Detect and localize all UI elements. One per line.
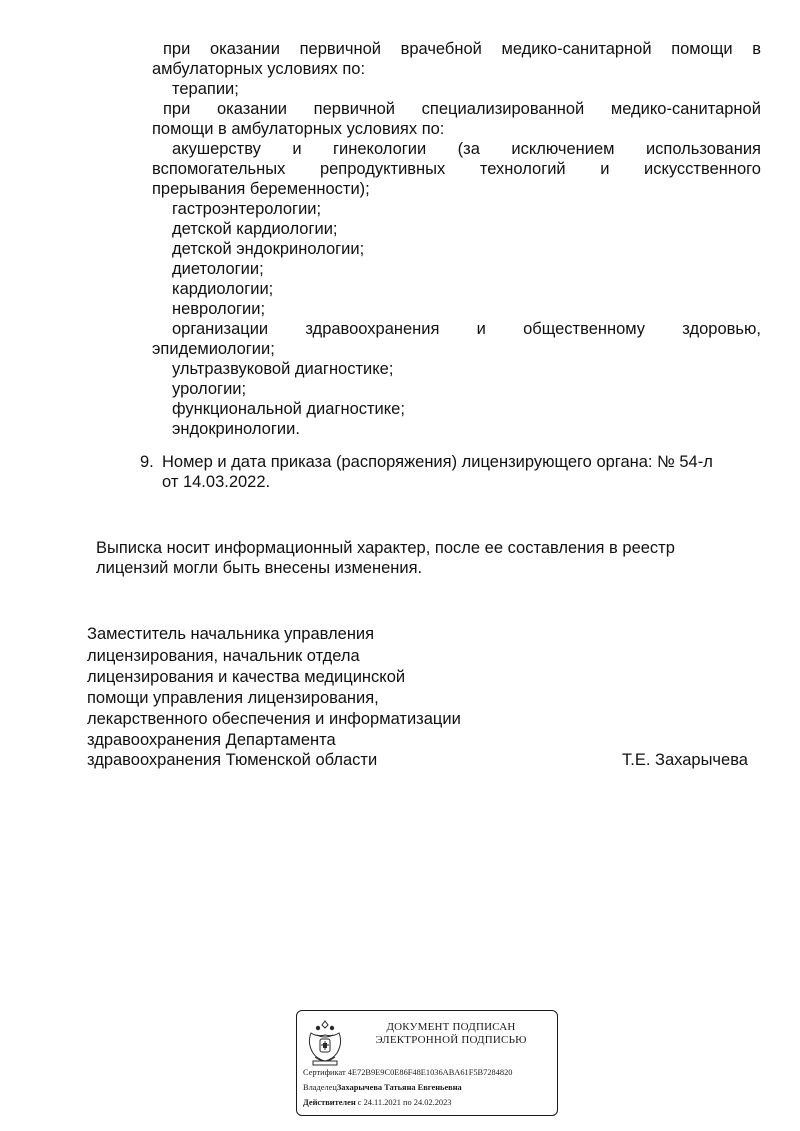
position-line-2: лицензирования, начальник отдела [87, 647, 360, 665]
service-line-17: ультразвуковой диагностике; [172, 360, 394, 378]
owner-value: Захарычева Татьяна Евгеньевна [336, 1083, 462, 1092]
position-line-6: здравоохранения Департамента [87, 731, 336, 749]
service-line-8: прерывания беременности); [152, 180, 370, 198]
word: здоровью, [682, 320, 761, 338]
service-line-12: диетологии; [172, 260, 264, 278]
word: и [476, 320, 486, 338]
service-line-19: функциональной диагностике; [172, 400, 405, 418]
word: медико-санитарной [610, 100, 761, 118]
valid-value: с 24.11.2021 по 24.02.2023 [357, 1098, 452, 1107]
order-text-line-1: Номер и дата приказа (распоряжения) лицензирующего органа: № 54-л [162, 453, 713, 471]
word: оказании [209, 40, 280, 58]
service-line-6 [172, 139, 761, 159]
owner-row [303, 1083, 462, 1093]
service-line-18: урологии; [172, 380, 247, 398]
service-line-14: неврологии; [172, 300, 266, 318]
notice-line-1: Выписка носит информационный характер, после ее составления в реестр [96, 539, 675, 557]
word: оказании [216, 100, 288, 118]
word: при [163, 100, 191, 118]
word: репродуктивных [319, 160, 446, 178]
item-number: 9. [140, 453, 154, 471]
service-line-3: терапии; [172, 80, 239, 98]
stamp-title-line-2: ЭЛЕКТРОННОЙ ПОДПИСЬЮ [375, 1034, 527, 1046]
service-line-11: детской эндокринологии; [172, 240, 365, 258]
word: медико-санитарной [501, 40, 652, 58]
electronic-signature-stamp [296, 1010, 558, 1116]
word: и [600, 160, 610, 178]
word: врачебной [400, 40, 482, 58]
certificate-row [303, 1068, 512, 1078]
word: при [163, 40, 191, 58]
signatory-name: Т.Е. Захарычева [622, 751, 748, 769]
certificate-value: 4E72B9E9C0E86F48E1036ABA61F5B7284820 [347, 1068, 513, 1077]
valid-label: Действителен [303, 1098, 356, 1107]
word: акушерству [172, 140, 261, 158]
certificate-label: Сертификат [303, 1068, 346, 1077]
word: в [752, 40, 761, 58]
notice-line-2: лицензий могли быть внесены изменения. [96, 559, 423, 577]
service-line-5: помощи в амбулаторных условиях по: [152, 120, 445, 138]
word: использования [645, 140, 761, 158]
position-line-7: здравоохранения Тюменской области [87, 751, 378, 769]
word: общественному [523, 320, 646, 338]
position-line-3: лицензирования и качества медицинской [87, 668, 406, 686]
word: искусственного [644, 160, 761, 178]
word: первичной [299, 40, 381, 58]
service-line-20: эндокринологии. [172, 420, 300, 438]
position-line-5: лекарственного обеспечения и информатизации [87, 710, 461, 728]
word: вспомогательных [152, 160, 286, 178]
word: технологий [479, 160, 566, 178]
validity-row [303, 1098, 452, 1108]
word: (за [457, 140, 480, 158]
service-line-16: эпидемиологии; [152, 340, 275, 358]
service-line-4 [163, 99, 761, 119]
word: помощи [671, 40, 733, 58]
stamp-title [351, 1021, 551, 1047]
service-line-13: кардиологии; [172, 280, 274, 298]
word: специализированной [421, 100, 585, 118]
service-line-7 [152, 159, 761, 179]
word: первичной [313, 100, 396, 118]
owner-label: Владелец [303, 1083, 337, 1092]
word: организации [172, 320, 269, 338]
coat-of-arms-icon [305, 1017, 345, 1069]
word: гинекологии [333, 140, 427, 158]
position-line-1: Заместитель начальника управления [87, 625, 375, 643]
service-line-1 [163, 39, 761, 59]
service-line-9: гастроэнтерологии; [172, 200, 322, 218]
word: и [292, 140, 302, 158]
order-text-line-2: от 14.03.2022. [162, 473, 271, 491]
service-line-15 [172, 319, 761, 339]
service-line-2: амбулаторных условиях по: [152, 60, 366, 78]
stamp-title-line-1: ДОКУМЕНТ ПОДПИСАН [386, 1021, 516, 1033]
word: исключением [511, 140, 615, 158]
position-line-4: помощи управления лицензирования, [87, 689, 379, 707]
service-line-10: детской кардиологии; [172, 220, 338, 238]
word: здравоохранения [305, 320, 440, 338]
